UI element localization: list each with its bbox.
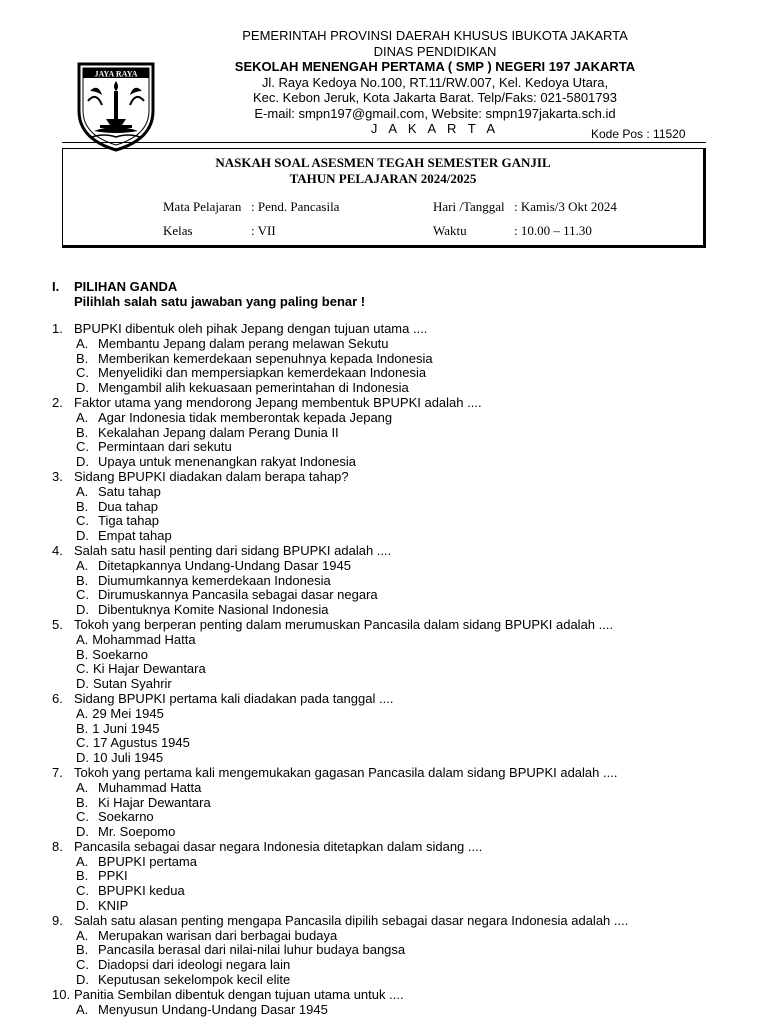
question-number: 9. [52,912,63,928]
option-letter: A. [76,631,89,647]
option-letter: C. [76,587,89,603]
question-list [52,322,752,1017]
letterhead-divider [62,142,706,143]
option-letter: C. [76,957,89,973]
answer-option [52,366,752,381]
question-item [52,766,752,781]
answer-option [52,529,752,544]
answer-option [52,559,752,574]
option-text: Empat tahap [98,528,172,544]
academic-year: TAHUN PELAJARAN 2024/2025 [289,171,477,186]
question-item [52,544,752,559]
answer-option [52,943,752,958]
option-letter: C. [76,883,89,899]
time-value: : 10.00 – 11.30 [514,223,592,238]
option-letter: C. [76,809,89,825]
option-letter: D. [76,750,89,766]
answer-option [52,722,752,737]
subject-label: Mata Pelajaran [163,199,242,214]
option-letter: B. [76,572,89,588]
question-item [52,914,752,929]
option-text: Agar Indonesia tidak memberontak kepada Jepang [98,409,393,425]
answer-option [52,352,752,367]
question-number: 10. [52,986,71,1002]
subject-value: : Pend. Pancasila [251,199,340,214]
question-item [52,988,752,1003]
option-letter: A. [76,927,89,943]
answer-option [52,455,752,470]
option-text: Satu tahap [98,483,161,499]
option-text: BPUPKI kedua [98,883,185,899]
answer-option [52,381,752,396]
question-number: 7. [52,764,63,780]
class-label: Kelas [163,223,193,238]
answer-option [52,485,752,500]
question-number: 4. [52,542,63,558]
section-number: I. [52,279,60,294]
answer-option [52,707,752,722]
option-text: Tiga tahap [98,513,159,529]
option-text: Sutan Syahrir [93,676,172,692]
option-letter: D. [76,528,89,544]
answer-option [52,884,752,899]
option-text: Keputusan sekelompok kecil elite [98,972,291,988]
option-letter: B. [76,424,89,440]
question-number: 2. [52,394,63,410]
option-text: Muhammad Hatta [98,779,202,795]
school-address-2: Kec. Kebon Jeruk, Kota Jakarta Barat. Telp/Faks: 021-5801793 [253,90,617,105]
question-item [52,322,752,337]
option-letter: B. [76,646,89,662]
answer-option [52,574,752,589]
option-letter: A. [76,1001,89,1017]
option-text: Memberikan kemerdekaan sepenuhnya kepada Indonesia [98,350,433,366]
option-text: KNIP [98,898,129,914]
question-text: Pancasila sebagai dasar negara Indonesia ditetapkan dalam sidang .... [74,838,483,854]
option-letter: C. [76,439,89,455]
answer-option [52,633,752,648]
question-text: Panitia Sembilan dibentuk dengan tujuan utama untuk .... [74,986,404,1002]
option-letter: B. [76,868,89,884]
answer-option [52,677,752,692]
answer-option [52,781,752,796]
answer-option [52,810,752,825]
question-text: Tokoh yang pertama kali mengemukakan gagasan Pancasila dalam sidang BPUPKI adalah .... [74,764,618,780]
jaya-raya-logo-icon [76,61,156,153]
answer-option [52,929,752,944]
letterhead [160,28,710,137]
question-number: 8. [52,838,63,854]
option-letter: D. [76,972,89,988]
option-letter: A. [76,853,89,869]
option-text: 1 Juni 1945 [92,720,160,736]
class-value: : VII [251,223,276,238]
answer-option [52,500,752,515]
option-letter: D. [76,454,89,470]
option-letter: B. [76,942,89,958]
option-letter: B. [76,498,89,514]
answer-option [52,648,752,663]
option-text: Dua tahap [98,498,158,514]
option-text: Diadopsi dari ideologi negara lain [98,957,291,973]
option-text: Ki Hajar Dewantara [98,794,211,810]
answer-option [52,588,752,603]
option-letter: A. [76,409,89,425]
section-instruction: Pilihlah salah satu jawaban yang paling benar ! [74,294,366,309]
option-letter: B. [76,720,89,736]
option-letter: D. [76,380,89,396]
date-label: Hari /Tanggal [433,199,505,214]
answer-option [52,751,752,766]
exam-info-box [62,148,706,248]
option-text: Ki Hajar Dewantara [93,661,206,677]
question-number: 3. [52,468,63,484]
option-letter: C. [76,735,89,751]
option-letter: B. [76,794,89,810]
answer-option [52,411,752,426]
answer-option [52,869,752,884]
answer-option [52,426,752,441]
option-text: Mengambil alih kekuasaan pemerintahan di Indonesia [98,380,409,396]
answer-option [52,514,752,529]
answer-option [52,796,752,811]
government-name: PEMERINTAH PROVINSI DAERAH KHUSUS IBUKOTA JAKARTA [242,28,628,43]
date-value: : Kamis/3 Okt 2024 [514,199,617,214]
svg-text:JAYA RAYA: JAYA RAYA [94,69,138,79]
section-title: PILIHAN GANDA [74,279,178,294]
question-number: 5. [52,616,63,632]
question-text: Faktor utama yang mendorong Jepang membentuk BPUPKI adalah .... [74,394,482,410]
option-letter: A. [76,705,89,721]
option-text: Ditetapkannya Undang-Undang Dasar 1945 [98,557,351,573]
answer-option [52,855,752,870]
option-text: 17 Agustus 1945 [93,735,190,751]
question-text: Tokoh yang berperan penting dalam merumuskan Pancasila dalam sidang BPUPKI adalah .... [74,616,614,632]
option-text: Dirumuskannya Pancasila sebagai dasar negara [98,587,378,603]
option-text: Permintaan dari sekutu [98,439,232,455]
exam-title: NASKAH SOAL ASESMEN TEGAH SEMESTER GANJIL [215,155,551,170]
option-text: Menyelidiki dan mempersiapkan kemerdekaan Indonesia [98,365,427,381]
answer-option [52,825,752,840]
option-text: Dibentuknya Komite Nasional Indonesia [98,602,329,618]
section-heading [52,279,365,309]
question-text: Salah satu alasan penting mengapa Pancasila dipilih sebagai dasar negara Indonesia adalah .... [74,912,629,928]
option-text: Menyusun Undang-Undang Dasar 1945 [98,1001,328,1017]
option-text: Mr. Soepomo [98,824,176,840]
answer-option [52,662,752,677]
question-text: Sidang BPUPKI pertama kali diadakan pada tanggal .... [74,690,394,706]
answer-option [52,736,752,751]
question-item [52,396,752,411]
option-letter: C. [76,661,89,677]
option-text: Soekarno [98,809,154,825]
option-letter: D. [76,602,89,618]
question-number: 1. [52,321,63,336]
option-text: Diumumkannya kemerdekaan Indonesia [98,572,331,588]
school-name: SEKOLAH MENENGAH PERTAMA ( SMP ) NEGERI 197 JAKARTA [234,59,636,74]
question-item [52,618,752,633]
question-item [52,470,752,485]
option-letter: D. [76,824,89,840]
question-text: Salah satu hasil penting dari sidang BPUPKI adalah .... [74,542,392,558]
question-text: BPUPKI dibentuk oleh pihak Jepang dengan tujuan utama .... [74,321,428,336]
option-text: Membantu Jepang dalam perang melawan Sekutu [98,335,389,351]
option-text: Soekarno [92,646,148,662]
answer-option [52,958,752,973]
option-text: Merupakan warisan dari berbagai budaya [98,927,338,943]
answer-option [52,899,752,914]
option-letter: B. [76,350,89,366]
school-city: J A K A R T A [370,121,500,136]
school-contact: E-mail: smpn197@gmail.com, Website: smpn197jakarta.sch.id [254,105,616,121]
option-letter: A. [76,483,89,499]
question-number: 6. [52,690,63,706]
answer-option [52,337,752,352]
option-text: Mohammad Hatta [92,631,196,647]
option-text: PPKI [98,868,128,884]
option-letter: C. [76,365,89,381]
option-text: Upaya untuk menenangkan rakyat Indonesia [98,454,357,470]
option-letter: D. [76,676,89,692]
option-letter: A. [76,557,89,573]
school-address-1: Jl. Raya Kedoya No.100, RT.11/RW.007, Kel. Kedoya Utara, [261,74,609,90]
question-item [52,692,752,707]
department-name: DINAS PENDIDIKAN [373,43,497,59]
answer-option [52,440,752,455]
question-text: Sidang BPUPKI diadakan dalam berapa tahap? [74,468,349,484]
answer-option [52,973,752,988]
time-label: Waktu [433,223,467,238]
option-letter: A. [76,335,89,351]
option-text: BPUPKI pertama [98,853,197,869]
option-letter: D. [76,898,89,914]
option-text: 29 Mei 1945 [92,705,164,721]
option-letter: C. [76,513,89,529]
answer-option [52,603,752,618]
answer-option [52,1003,752,1018]
option-text: Kekalahan Jepang dalam Perang Dunia II [98,424,339,440]
option-letter: A. [76,779,89,795]
option-text: Pancasila berasal dari nilai-nilai luhur budaya bangsa [98,942,406,958]
option-text: 10 Juli 1945 [93,750,164,766]
postal-code: Kode Pos : 11520 [591,127,686,141]
question-item [52,840,752,855]
